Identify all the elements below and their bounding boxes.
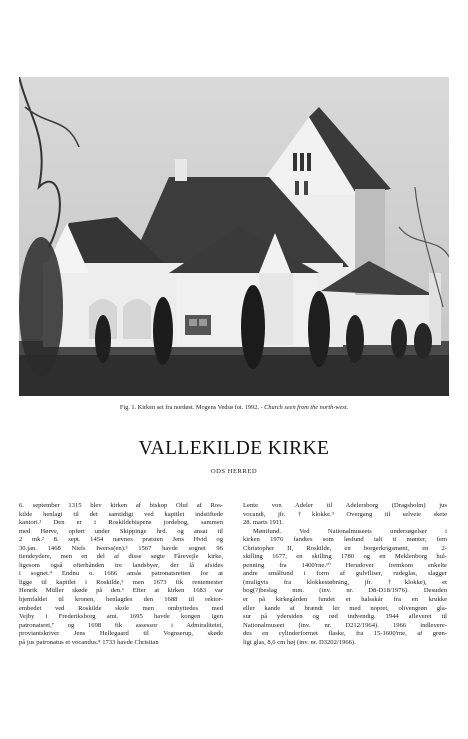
text-line: andre smålfund i form af gulvfliser, rudeglas, slagger xyxy=(243,570,447,578)
caption-danish: Fig. 1. Kirken set fra nordøst. Mogens Vedsø fot. 1992. - xyxy=(119,404,265,411)
text-line: 2 mk.² 8. sept. 1454 nævnes præsten Jens Hvid og xyxy=(19,536,223,544)
caption-english: Church seen from the north-west. xyxy=(264,404,349,411)
text-column-right xyxy=(243,502,447,647)
text-column-left xyxy=(19,502,223,647)
text-line: penning fra 1400'rne.¹⁰ Herudover fremkom enkelte xyxy=(243,561,447,569)
church-photo-drawing xyxy=(19,77,449,396)
page-subtitle: ODS HERRED xyxy=(210,468,258,475)
text-line: kantori.¹ Den er i Roskildebispens jordebog, sammen xyxy=(19,519,223,527)
text-line: patronatsret,⁷ og 1698 fik assessor i Admiralitetet, xyxy=(19,621,223,629)
text-line: embedet ved Roskilde skole men ombyttedes med xyxy=(19,604,223,612)
text-line: bog(?)beslag mm. (inv. nr. D8-D18/1976). Desuden xyxy=(243,587,447,595)
text-line: proviantskriver Jens Hellegaard til Vognserup, skøde xyxy=(19,630,223,638)
text-line: ligesom også efterhånden tre landsbyer, der lå afsides xyxy=(19,561,223,569)
text-line: Henrik Müller skøde på den.⁶ Efter at kirken 1683 var xyxy=(19,587,223,595)
text-line: kilde henlagt til det samtidigt ved kapitlet indstiftede xyxy=(19,510,223,518)
text-line: skilling 1677, en skilling 1780 og en Meklenborg hul- xyxy=(243,553,447,561)
text-line: er på kirkegården fundet et halsskår fra en krukke xyxy=(243,596,447,604)
text-line: (muligvis fra klokkestøbning, jfr. †klokke), et xyxy=(243,578,447,586)
text-line: på jus patronatus et vocandus.⁸ 1733 havde Christian xyxy=(19,638,159,646)
text-line: 30.jan. 1468 Niels Iwerss(en).³ 1567 havde sognet 96 xyxy=(19,544,223,552)
text-line: 6. september 1315 blev kirken af biskop Oluf af Ros- xyxy=(19,502,223,509)
text-line: Møntfund. Ved Nationalmuseets undersøgelser i xyxy=(253,527,447,535)
text-line: eller kande af brændt ler med nopret, olivengrøn gla- xyxy=(243,604,447,612)
figure-caption xyxy=(19,404,449,412)
text-line: ligge til kapitlet i Roskilde,⁵ men 1673 fik rentemester xyxy=(19,578,223,586)
text-line: des en cylinderformet flaske, fra 15-1600'rne, af grøn- xyxy=(243,630,447,638)
text-line: 28. marts 1911. xyxy=(243,519,284,527)
church-photograph xyxy=(19,77,449,396)
text-line: Nationalmuseet (inv. nr. D212/1964). 1966 indlevere- xyxy=(243,621,447,629)
text-line: hjemfaldet til kronen, henlagdes den 1688 til rektor- xyxy=(19,596,223,604)
text-line: kirken 1976 fandtes som løsfund ialt ti mønter, fem xyxy=(243,536,447,544)
text-line: Christopher II, Roskilde, en borgerkrigsmønt, en 2- xyxy=(243,544,447,552)
text-line: i sognet.⁴ Endnu o. 1666 ansås patronatsretten for at xyxy=(19,570,223,578)
text-line: Vejby i Frederiksborg amt. 1695 havde kongen igen xyxy=(19,613,223,621)
text-line: sur på ydersiden og rød indvendig. 1944 afleveret til xyxy=(243,613,447,621)
text-line: vocandi, jfr. †klokke.⁹ Overgang til selveie skete xyxy=(243,510,447,518)
text-line: Lente von Adeler til Adelersborg (Dragsholm) jus xyxy=(243,502,447,509)
text-line: ligt glas, 8,6 cm høj (inv. nr. D3202/1966). xyxy=(243,638,356,646)
page-title: VALLEKILDE KIRKE xyxy=(138,438,330,459)
text-line: med Hørve, opført under Skippinge hrd. og ansat til xyxy=(19,527,223,535)
text-line: tiendeydere, men en del af disse søgte Fårevejle kirke, xyxy=(19,553,223,561)
